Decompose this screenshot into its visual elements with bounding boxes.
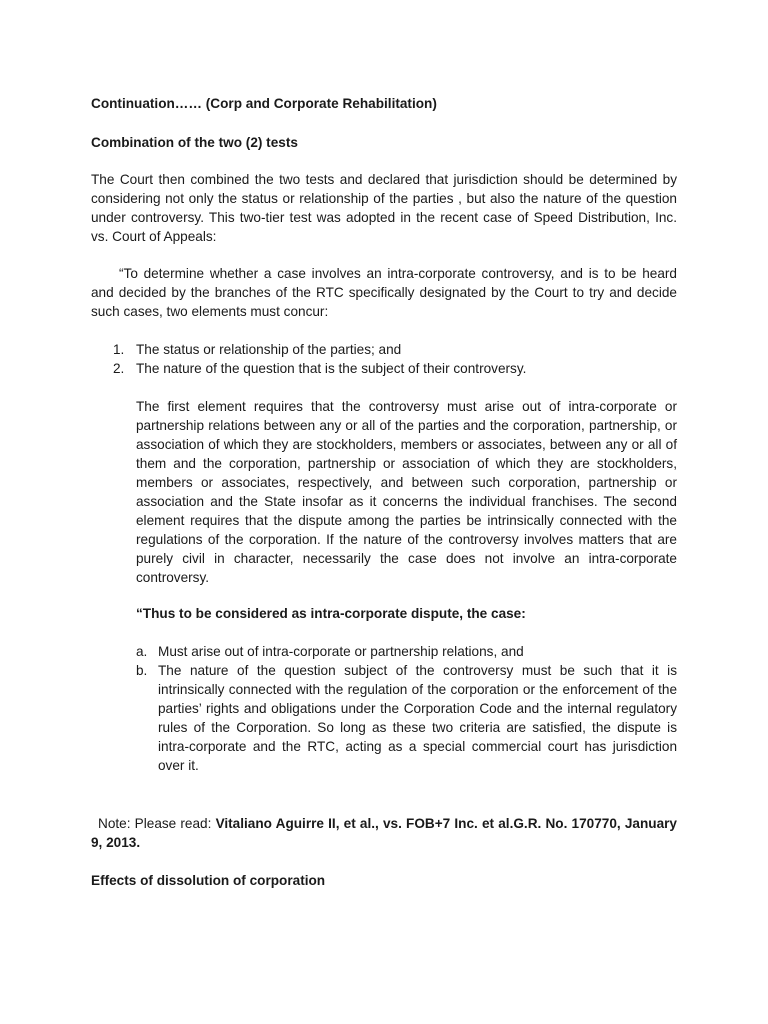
list-item-text: Must arise out of intra-corporate or partnership relations, and — [158, 644, 524, 659]
list-marker: 2. — [113, 361, 125, 376]
note-text: Please read: — [130, 816, 216, 831]
list-item — [91, 359, 677, 378]
list-item — [136, 661, 677, 775]
list-marker: 1. — [113, 342, 125, 357]
heading-continuation: Continuation…… (Corp and Corporate Rehabilitation) — [91, 96, 437, 111]
list-marker: a. — [136, 644, 148, 659]
thus-heading: “Thus to be considered as intra-corporate dispute, the case: — [136, 606, 526, 621]
list-item-text: The nature of the question that is the subject of their controversy. — [136, 361, 527, 376]
heading-combination: Combination of the two (2) tests — [91, 135, 298, 150]
list-item-text: The status or relationship of the parties; and — [136, 342, 402, 357]
note-case-citation: Vitaliano Aguirre II, et al., vs. FOB+7 Inc. et al.G.R. No. 170770, January 9, 2013. — [91, 816, 677, 850]
heading-effects: Effects of dissolution of corporation — [91, 873, 326, 888]
quote-paragraph — [91, 264, 677, 321]
note-paragraph — [91, 814, 677, 852]
list-item — [136, 642, 677, 661]
list-marker: b. — [136, 663, 148, 678]
alpha-list — [136, 642, 677, 775]
elements-paragraph: The first element requires that the controversy must arise out of intra-corporate or partnership relations between any or all of the parties and the corporation, partnership, or association of which they are stockholders, members or associates, between any or all of them and the corporation, partnership or association of which they are stockholders, members or associates, respectively, and between such corporation, partnership or association and the State insofar as it concerns the individual franchises. The second element requires that the dispute among the parties be intrinsically connected with the regulations of the corporation. If the nature of the controversy involves matters that are purely civil in character, necessarily the case does not involve an intra-corporate controversy. — [136, 399, 677, 585]
paragraph-court: The Court then combined the two tests and declared that jurisdiction should be determined by considering not only the status or relationship of the parties , but also the nature of the question under controversy. This two-tier test was adopted in the recent case of Speed Distribution, Inc. vs. Court of Appeals: — [91, 172, 677, 244]
note-label: Note: — [98, 816, 131, 831]
numbered-list — [91, 340, 677, 378]
list-item-text: The nature of the question subject of the controversy must be such that it is intrinsically connected with the regulation of the corporation or the enforcement of the parties’ rights and obligations under the Corporation Code and the internal regulatory rules of the Corporation. So long as these two criteria are satisfied, the dispute is intra-corporate and the RTC, acting as a special commercial court has jurisdiction over it. — [158, 663, 677, 773]
list-item — [91, 340, 677, 359]
quote-text: “To determine whether a case involves an intra-corporate controversy, and is to be heard and decided by the branches of the RTC specifically designated by the Court to try and decide such cases, two elements must concur: — [91, 266, 677, 319]
